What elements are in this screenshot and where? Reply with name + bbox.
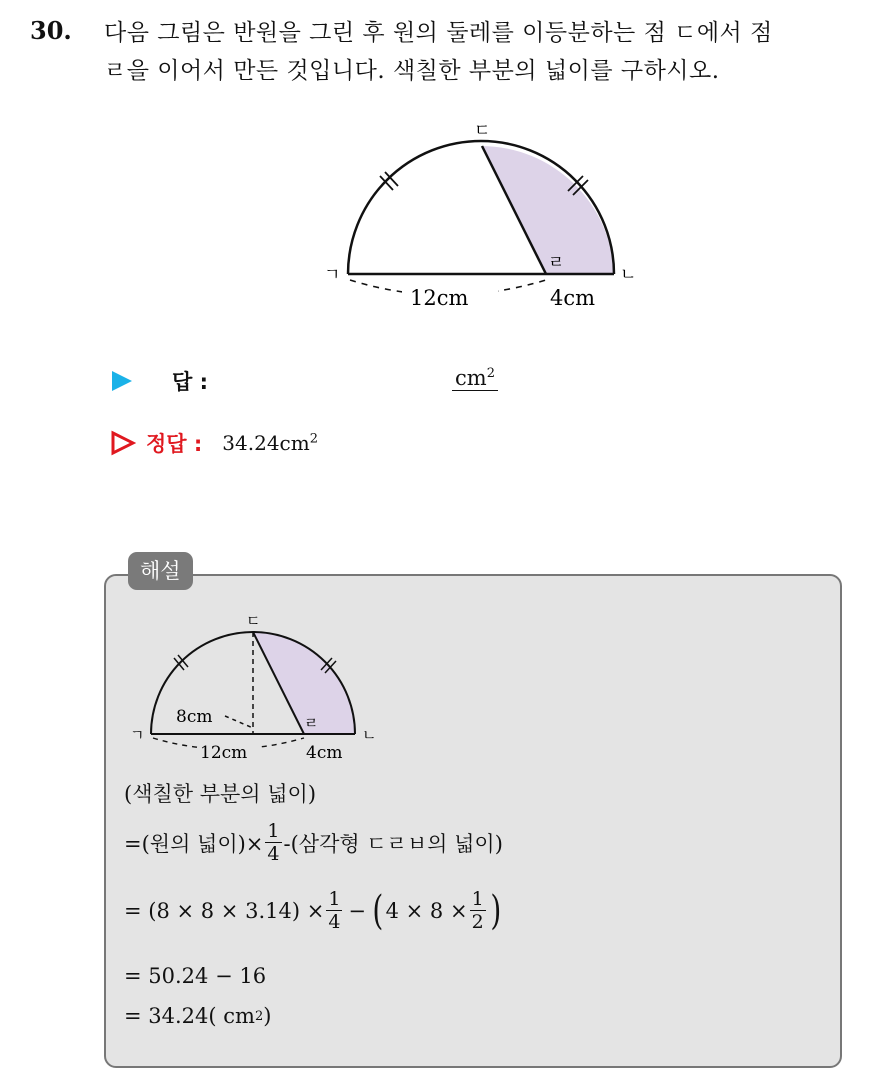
semicircle-figure <box>300 110 660 320</box>
explanation-step-5 <box>124 1004 271 1028</box>
question-text <box>104 14 864 90</box>
fraction-numerator-2: 1 <box>328 888 341 910</box>
correct-value <box>222 431 318 455</box>
step-5-text-b: ) <box>263 1004 272 1028</box>
explanation-label-d: ㄷ <box>246 612 261 630</box>
step-5-text-a: = 34.24( cm <box>124 1004 255 1028</box>
explanation-step-4 <box>124 964 266 988</box>
fraction-one-half <box>470 888 486 933</box>
answer-arrow-icon <box>110 369 134 393</box>
tick-left <box>380 172 398 190</box>
fraction-denominator-2: 4 <box>328 911 341 933</box>
explanation-length-4cm: 4cm <box>306 743 343 763</box>
label-r: ㄹ <box>548 253 565 273</box>
label-n: ㄴ <box>620 265 637 285</box>
answer-row <box>110 366 208 396</box>
answer-unit: cm <box>455 366 487 390</box>
answer-label: 답 : <box>172 370 208 394</box>
step-3-text-a: = (8 × 8 × 3.14) × <box>124 898 325 923</box>
correct-arrow-icon <box>110 430 136 456</box>
question-number: 30. <box>30 16 72 45</box>
correct-label: 정답 : <box>146 432 203 456</box>
length-12cm: 12cm <box>410 286 469 310</box>
step-4-text: = 50.24 − 16 <box>124 964 267 988</box>
step-2-text-b: -(삼각형 ㄷㄹㅂ의 넓이) <box>283 831 503 856</box>
explanation-length-8cm: 8cm <box>176 707 213 727</box>
answer-blank[interactable] <box>452 366 498 390</box>
question-line-2: ㄹ을 이어서 만든 것입니다. 색칠한 부분의 넓이를 구하시오. <box>104 58 720 84</box>
correct-unit: cm <box>279 431 310 455</box>
fraction-numerator-3: 1 <box>471 888 484 910</box>
step-2-text-a: =(원의 넓이)× <box>124 831 264 856</box>
correct-number: 34.24 <box>222 431 280 455</box>
explanation-step-1 <box>124 778 316 808</box>
correct-unit-sup: 2 <box>309 431 318 447</box>
explanation-label-r: ㄹ <box>304 714 319 732</box>
step-5-sup: 2 <box>254 1008 264 1024</box>
fraction-numerator: 1 <box>267 820 280 842</box>
correct-answer-row <box>110 428 318 458</box>
explanation-label-n: ㄴ <box>362 726 377 744</box>
length-4cm: 4cm <box>550 286 596 310</box>
fraction-one-quarter-2 <box>326 888 342 933</box>
question-line-1: 다음 그림은 반원을 그린 후 원의 둘레를 이등분하는 점 ㄷ에서 점 <box>104 20 773 46</box>
explanation-figure <box>120 610 390 770</box>
explanation-tag: 해설 <box>128 552 193 590</box>
radius-dashed-line <box>225 716 253 728</box>
explanation-length-12cm: 12cm <box>200 743 248 763</box>
label-g: ㄱ <box>324 265 341 285</box>
explanation-step-2 <box>124 820 503 865</box>
label-d: ㄷ <box>474 121 491 141</box>
explanation-step-3: = (8 × 8 × 3.14) × $\frac{1}{4}$ − ( 4 × 8 × $\frac{1}{2}$ ) <box>124 887 501 934</box>
step-1-text: (색칠한 부분의 넓이) <box>124 782 317 806</box>
answer-unit-sup: 2 <box>486 366 495 381</box>
fraction-denominator-3: 2 <box>471 911 484 933</box>
explanation-label-g: ㄱ <box>130 726 145 744</box>
fraction-one-quarter <box>265 820 281 865</box>
fraction-denominator: 4 <box>267 843 280 865</box>
step-3-text-b: 4 × 8 × <box>385 898 468 923</box>
